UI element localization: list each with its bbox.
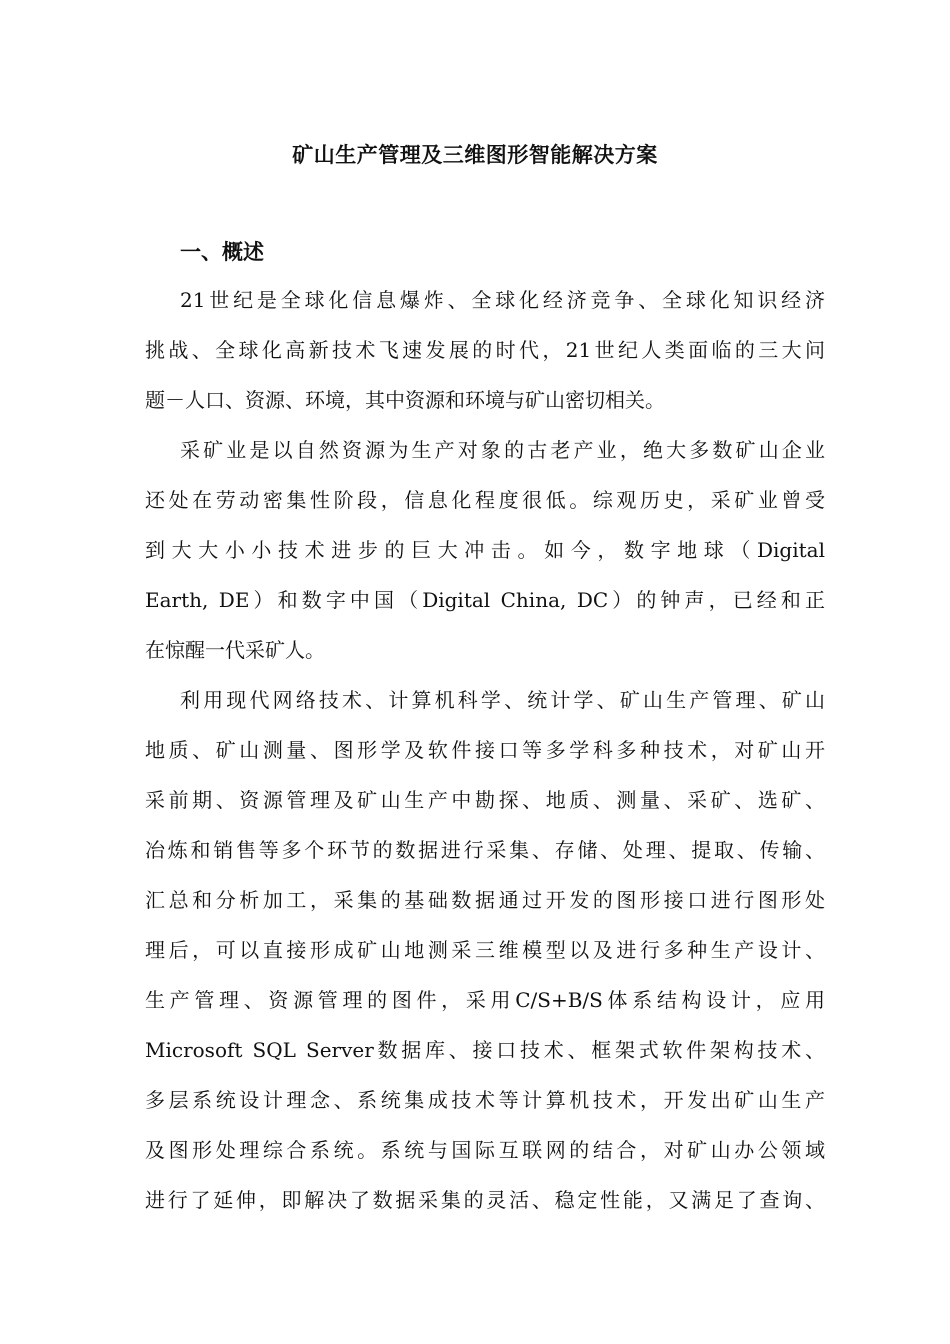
- section-heading: 一、概述: [180, 239, 264, 264]
- paragraph-line: 及图形处理综合系统。系统与国际互联网的结合，对矿山办公领域: [145, 1138, 825, 1162]
- paragraph-line: Earth, DE）和数字中国（Digital China, DC）的钟声，已经和正: [145, 588, 825, 612]
- paragraph-line: 进行了延伸，即解决了数据采集的灵活、稳定性能，又满足了查询、: [145, 1188, 825, 1212]
- paragraph-line: 21世纪是全球化信息爆炸、全球化经济竞争、全球化知识经济: [180, 288, 825, 312]
- paragraph-line: 还处在劳动密集性阶段，信息化程度很低。综观历史，采矿业曾受: [145, 488, 825, 512]
- paragraph-line: 汇总和分析加工，采集的基础数据通过开发的图形接口进行图形处: [145, 888, 825, 912]
- paragraph-line: Microsoft SQL Server数据库、接口技术、框架式软件架构技术、: [145, 1038, 825, 1062]
- paragraph-line: 冶炼和销售等多个环节的数据进行采集、存储、处理、提取、传输、: [145, 838, 825, 862]
- paragraph-line: 生产管理、资源管理的图件，采用C/S+B/S体系结构设计，应用: [145, 988, 825, 1012]
- paragraph-line: 题－人口、资源、环境，其中资源和环境与矿山密切相关。: [145, 388, 665, 412]
- paragraph-line: 理后，可以直接形成矿山地测采三维模型以及进行多种生产设计、: [145, 938, 825, 962]
- document-title: 矿山生产管理及三维图形智能解决方案: [292, 142, 658, 167]
- paragraph-line: 采前期、资源管理及矿山生产中勘探、地质、测量、采矿、选矿、: [145, 788, 825, 812]
- paragraph-line: 利用现代网络技术、计算机科学、统计学、矿山生产管理、矿山: [180, 688, 825, 712]
- paragraph-line: 挑战、全球化高新技术飞速发展的时代，21世纪人类面临的三大问: [145, 338, 825, 362]
- paragraph-line: 在惊醒一代采矿人。: [145, 638, 325, 662]
- paragraph-line: 地质、矿山测量、图形学及软件接口等多学科多种技术，对矿山开: [145, 738, 825, 762]
- paragraph-line: 采矿业是以自然资源为生产对象的古老产业，绝大多数矿山企业: [180, 438, 825, 462]
- paragraph-line: 到大大小小技术进步的巨大冲击。如今，数字地球（Digital: [145, 538, 825, 562]
- paragraph-line: 多层系统设计理念、系统集成技术等计算机技术，开发出矿山生产: [145, 1088, 825, 1112]
